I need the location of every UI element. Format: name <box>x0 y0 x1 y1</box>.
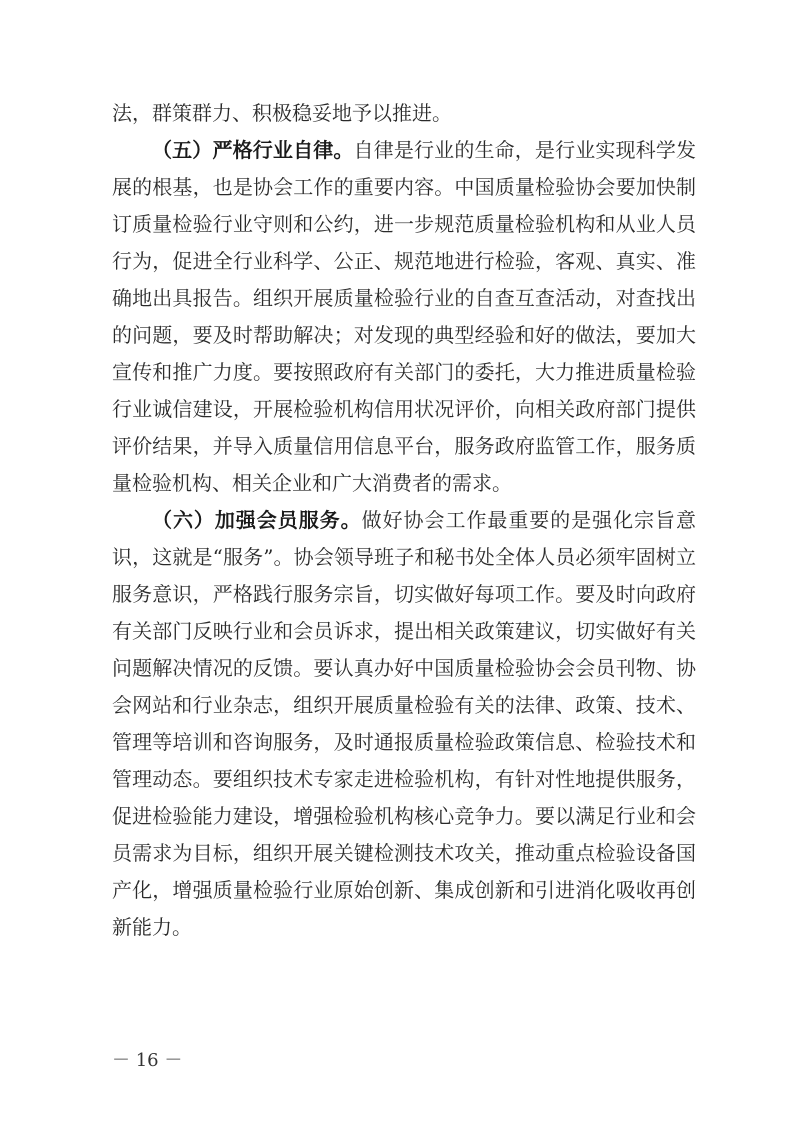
section-5-body: 自律是行业的生命，是行业实现科学发展的根基，也是协会工作的重要内容。中国质量检验协会要加快制订质量检验行业守则和公约，进一步规范质量检验机构和从业人员行为，促进全行业科学、公正、规范地进行检验，客观、真实、准确地出具报告。组织开展质量检验行业的自查互查活动，对查找出的问题，要及时帮助解决；对发现的典型经验和好的做法，要加大宣传和推广力度。要按照政府有关部门的委托，大力推进质量检验行业诚信建设，开展检验机构信用状况评价，向相关政府部门提供评价结果，并导入质量信用信息平台，服务政府监管工作，服务质量检验机构、相关企业和广大消费者的需求。 <box>112 138 697 495</box>
page-number: － 16 － <box>112 1050 183 1071</box>
section-6-paragraph <box>112 502 696 946</box>
section-5-heading: （五）严格行业自律。 <box>152 138 354 162</box>
document-body <box>112 95 696 946</box>
section-5-paragraph <box>112 132 696 502</box>
continuation-paragraph: 法，群策群力、积极稳妥地予以推进。 <box>112 101 452 125</box>
section-6-heading: （六）加强会员服务。 <box>152 508 362 532</box>
section-6-body: 做好协会工作最重要的是强化宗旨意识，这就是“服务”。协会领导班子和秘书处全体人员必须牢固树立服务意识，严格践行服务宗旨，切实做好每项工作。要及时向政府有关部门反映行业和会员诉求，提出相关政策建议，切实做好有关问题解决情况的反馈。要认真办好中国质量检验协会会员刊物、协会网站和行业杂志，组织开展质量检验有关的法律、政策、技术、管理等培训和咨询服务，及时通报质量检验政策信息、检验技术和管理动态。要组织技术专家走进检验机构，有针对性地提供服务，促进检验能力建设，增强检验机构核心竞争力。要以满足行业和会员需求为目标，组织开展关键检测技术攻关，推动重点检验设备国产化，增强质量检验行业原始创新、集成创新和引进消化吸收再创新能力。 <box>112 508 697 939</box>
